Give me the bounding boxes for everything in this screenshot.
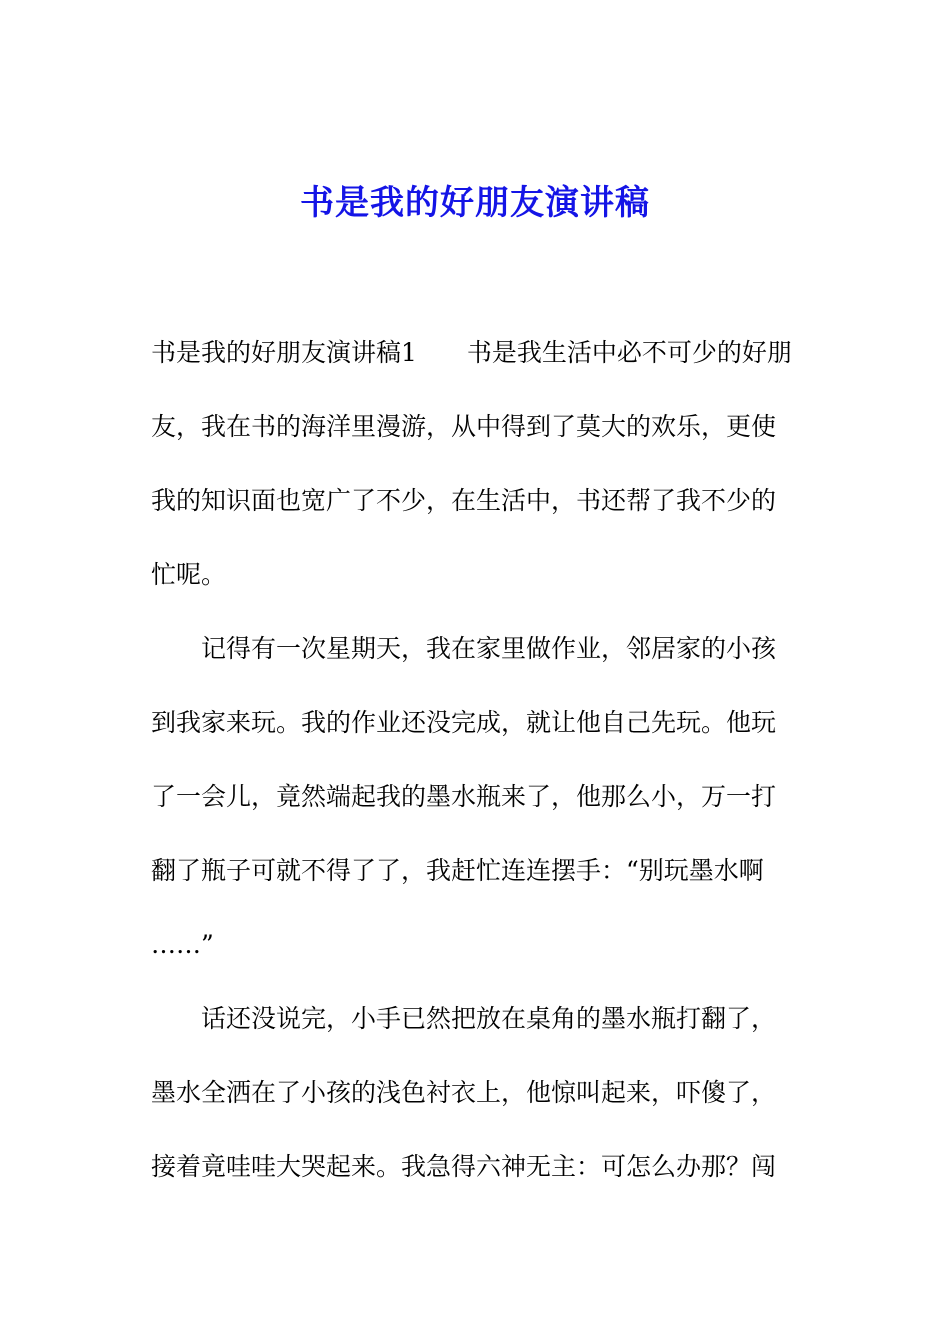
text-line: 记得有一次星期天，我在家里做作业，邻居家的小孩 [151,634,777,663]
text-line: 话还没说完，小手已然把放在桌角的墨水瓶打翻了， [151,1004,777,1033]
document-title: 书是我的好朋友演讲稿 [300,183,650,223]
text-line: 到我家来玩。我的作业还没完成，就让他自己先玩。他玩 [151,708,777,737]
text-line: 忙呢。 [151,560,227,589]
text-line: 翻了瓶子可就不得了了，我赶忙连连摆手：“别玩墨水啊 [151,856,764,885]
text-line: 友，我在书的海洋里漫游，从中得到了莫大的欢乐，更使 [151,412,777,441]
text-line: 接着竟哇哇大哭起来。我急得六神无主：可怎么办那？闯 [151,1152,777,1181]
document-body [151,316,811,1204]
text-line: 书是我的好朋友演讲稿1 书是我生活中必不可少的好朋 [151,338,792,367]
text-line: 我的知识面也宽广了不少，在生活中，书还帮了我不少的 [151,486,777,515]
text-line: 墨水全洒在了小孩的浅色衬衣上，他惊叫起来，吓傻了， [151,1078,777,1107]
text-line: ……” [151,930,214,959]
text-line: 了一会儿，竟然端起我的墨水瓶来了，他那么小，万一打 [151,782,777,811]
